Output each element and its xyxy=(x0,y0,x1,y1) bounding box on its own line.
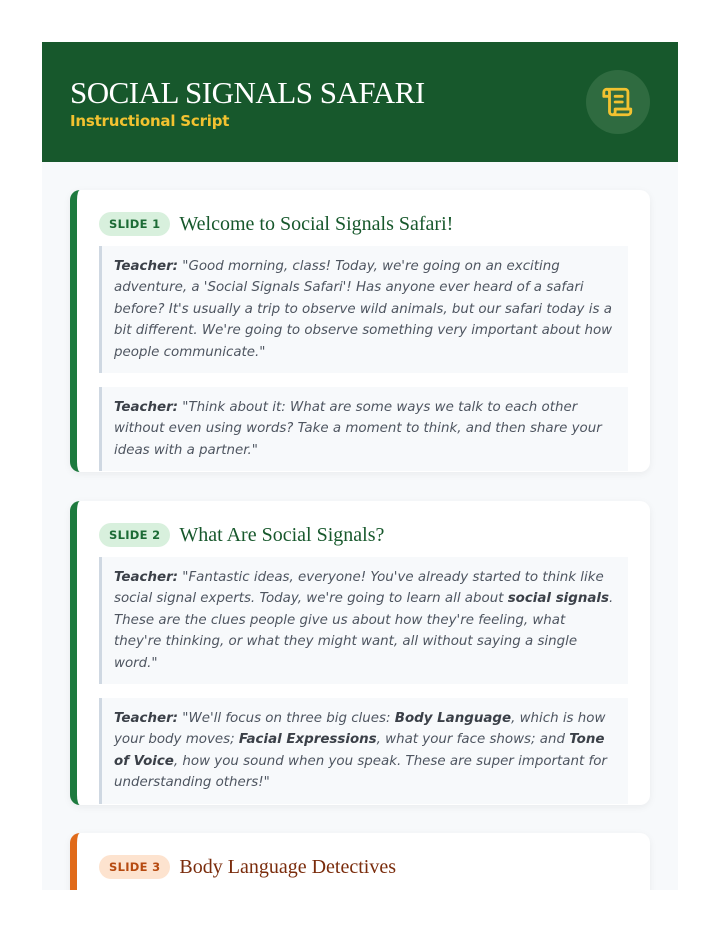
slide-title: What Are Social Signals? xyxy=(179,523,385,546)
slide-title: Welcome to Social Signals Safari! xyxy=(179,212,454,235)
quote-text: "Fantastic ideas, everyone! You've already started to think like social signal experts. Today, we're going to learn all about xyxy=(114,570,604,607)
slide-header xyxy=(77,190,650,238)
slide-header xyxy=(77,833,650,881)
quote-text: "We'll focus on three big clues: xyxy=(178,711,395,727)
quote-text: , how you sound when you speak. These are super important for understanding others!" xyxy=(114,753,607,791)
slide-card-3 xyxy=(70,833,650,890)
slide-card-2 xyxy=(70,501,650,805)
quote-text: , what your face shows; and xyxy=(376,732,570,748)
page-subtitle: Instructional Script xyxy=(70,112,230,130)
quote-text: , which is how your body moves; xyxy=(114,711,606,748)
slide-header xyxy=(77,501,650,549)
speaker-label: Teacher: xyxy=(114,400,179,416)
key-term: social signals xyxy=(507,591,609,607)
teacher-quote xyxy=(99,698,628,804)
slide-title: Body Language Detectives xyxy=(179,855,396,878)
speaker-label: Teacher: xyxy=(114,259,179,274)
slide-card-1 xyxy=(70,190,650,472)
speaker-label: Teacher: xyxy=(114,711,179,727)
quote-text: "Good morning, class! Today, we're going on an exciting adventure, a 'Social Signals Safari'! Has anyone ever heard of a safari before? It's usually a trip to observe wild animals, but our safari today is a bit different. We're going to observe something very important about how people communicate." xyxy=(114,259,613,360)
slide-number-badge: SLIDE 2 xyxy=(99,523,170,547)
key-term: Tone of Voice xyxy=(114,732,605,769)
page-title: SOCIAL SIGNALS SAFARI xyxy=(70,75,425,110)
speaker-label: Teacher: xyxy=(114,570,179,585)
key-term: Facial Expressions xyxy=(238,732,377,748)
teacher-quote xyxy=(99,387,628,471)
key-term: Body Language xyxy=(394,711,512,727)
header-badge xyxy=(586,70,650,134)
slide-number-badge: SLIDE 3 xyxy=(99,855,170,879)
script-page xyxy=(42,42,678,890)
teacher-quote xyxy=(99,557,628,684)
scroll-icon xyxy=(601,85,635,119)
page-header xyxy=(42,42,678,162)
slide-number-badge: SLIDE 1 xyxy=(99,212,170,236)
quote-text: . These are the clues people give us about how they're feeling, what they're thinking, or what they might want, all without saying a single word." xyxy=(114,591,614,671)
teacher-quote xyxy=(99,246,628,373)
quote-text: "Think about it: What are some ways we talk to each other without even using words? Take a moment to think, and then share your ideas with a partner." xyxy=(114,400,602,458)
